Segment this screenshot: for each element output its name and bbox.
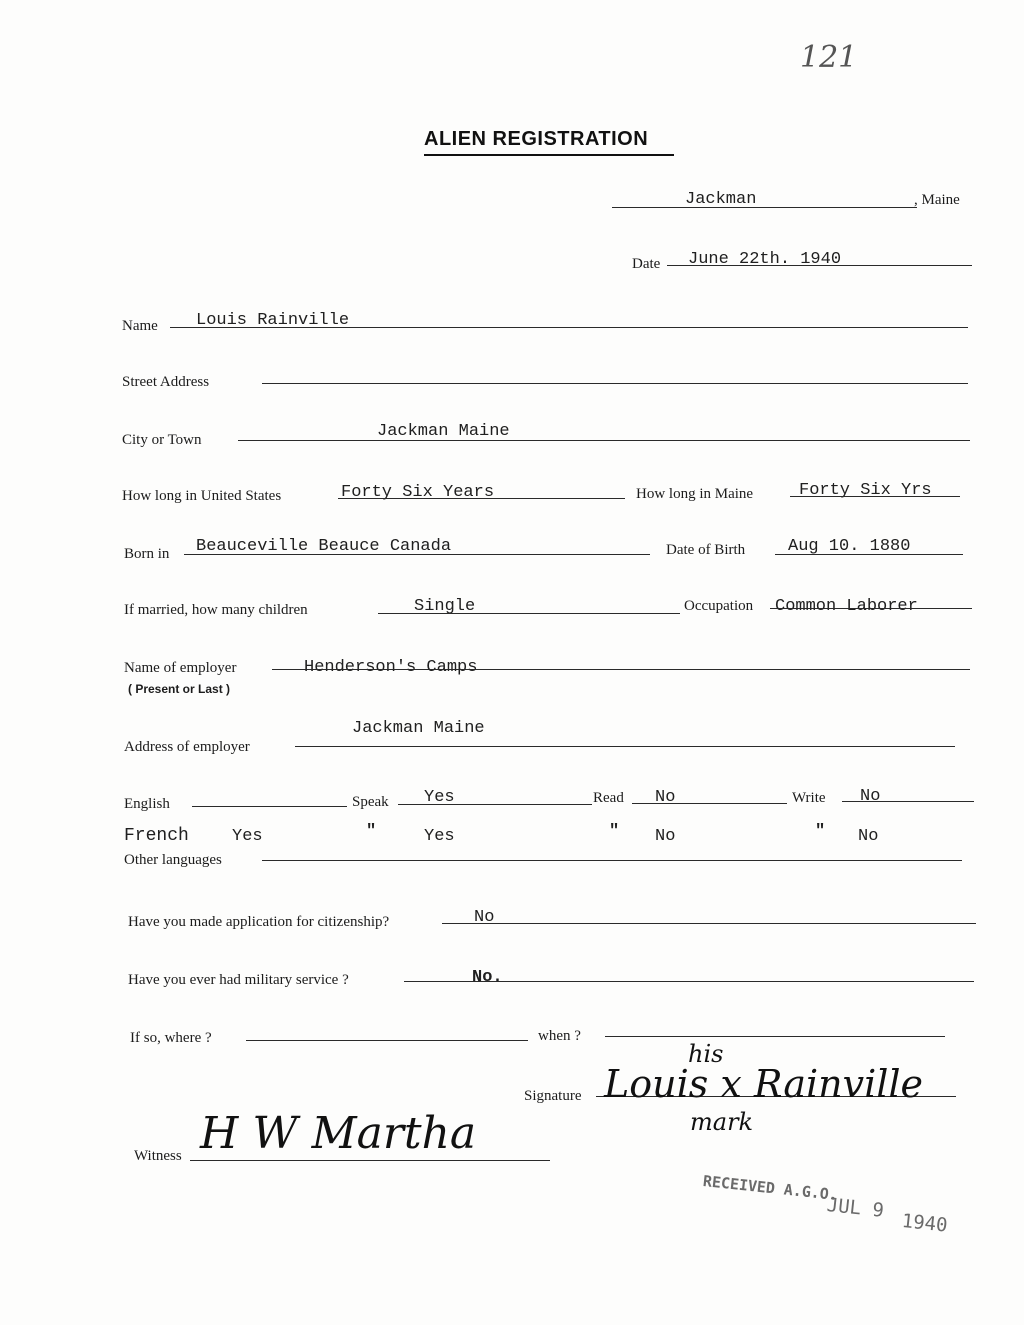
signature-mark: mark (690, 1108, 754, 1136)
date-label: Date (632, 256, 661, 272)
how-long-us-value: Forty Six Years (341, 483, 495, 502)
citizenship-value: No (474, 908, 495, 927)
street-line (262, 383, 968, 384)
occupation-label: Occupation (684, 598, 754, 614)
born-in-line (184, 554, 650, 555)
how-long-us-line (338, 498, 625, 499)
french-speak-value: Yes (424, 827, 455, 846)
received-stamp-date: JUL 9 (825, 1194, 885, 1222)
signature-his: his (688, 1040, 724, 1068)
employer-line (272, 669, 970, 670)
title-underline (424, 154, 674, 156)
other-languages-label: Other languages (124, 852, 222, 868)
when-line (605, 1036, 945, 1037)
form-title: ALIEN REGISTRATION (424, 128, 649, 150)
french-value: Yes (232, 827, 263, 846)
employer-sublabel: ( Present or Last ) (128, 682, 231, 696)
born-in-label: Born in (124, 546, 170, 562)
read-line (632, 803, 787, 804)
children-label: If married, how many children (124, 602, 308, 618)
name-value: Louis Rainville (196, 311, 350, 330)
page-number: 121 (800, 40, 858, 75)
street-label: Street Address (122, 374, 210, 390)
english-line (192, 806, 347, 807)
speak-label: Speak (352, 794, 389, 810)
other-languages-line (262, 860, 962, 861)
town-value: Jackman (685, 190, 757, 209)
read-label: Read (593, 790, 624, 806)
employer-address-value: Jackman Maine (352, 719, 485, 738)
how-long-us-label: How long in United States (122, 488, 282, 504)
state-label: , Maine (914, 192, 960, 208)
children-line (378, 613, 680, 614)
employer-address-label: Address of employer (124, 739, 250, 755)
ditto-mark-read: " (609, 822, 620, 841)
citizenship-line (442, 923, 976, 924)
employer-value: Henderson's Camps (304, 658, 478, 677)
ditto-mark-write: " (815, 822, 826, 841)
french-write-value: No (858, 827, 879, 846)
employer-address-line (295, 746, 955, 747)
children-value: Single (414, 597, 476, 616)
city-label: City or Town (122, 432, 202, 448)
french-label: French (124, 826, 189, 846)
signature-label: Signature (524, 1088, 582, 1104)
witness-line (190, 1160, 550, 1161)
english-write-value: No (860, 787, 881, 806)
french-read-value: No (655, 827, 676, 846)
date-line (667, 265, 972, 266)
how-long-maine-label: How long in Maine (636, 486, 754, 502)
occupation-value: Common Laborer (775, 597, 918, 616)
how-long-maine-value: Forty Six Yrs (799, 481, 932, 500)
name-line (170, 327, 968, 328)
employer-label: Name of employer (124, 660, 237, 676)
where-label: If so, where ? (130, 1030, 212, 1046)
ditto-mark-speak: " (366, 822, 377, 841)
city-value: Jackman Maine (377, 422, 510, 441)
occupation-line (770, 608, 972, 609)
where-line (246, 1040, 528, 1041)
name-label: Name (122, 318, 158, 334)
english-speak-value: Yes (424, 788, 455, 807)
received-stamp-year: 1940 (900, 1210, 949, 1237)
witness-label: Witness (134, 1148, 182, 1164)
witness-signature: H W Martha (200, 1108, 477, 1159)
born-in-value: Beauceville Beauce Canada (196, 537, 452, 556)
write-line (842, 801, 974, 802)
military-value: No. (472, 968, 503, 987)
military-line (404, 981, 974, 982)
city-line (238, 440, 970, 441)
when-label: when ? (538, 1028, 581, 1044)
date-value: June 22th. 1940 (688, 250, 842, 269)
speak-line (398, 804, 592, 805)
english-read-value: No (655, 788, 676, 807)
english-label: English (124, 796, 170, 812)
military-label: Have you ever had military service ? (128, 972, 349, 988)
citizenship-label: Have you made application for citizenship? (128, 914, 390, 930)
signature-value: Louis x Rainville (604, 1062, 924, 1106)
dob-line (775, 554, 963, 555)
received-stamp: RECEIVED A.G.O. (702, 1172, 839, 1205)
dob-label: Date of Birth (666, 542, 746, 558)
write-label: Write (792, 790, 826, 806)
dob-value: Aug 10. 1880 (788, 537, 911, 556)
how-long-maine-line (790, 496, 960, 497)
town-line (612, 207, 917, 208)
